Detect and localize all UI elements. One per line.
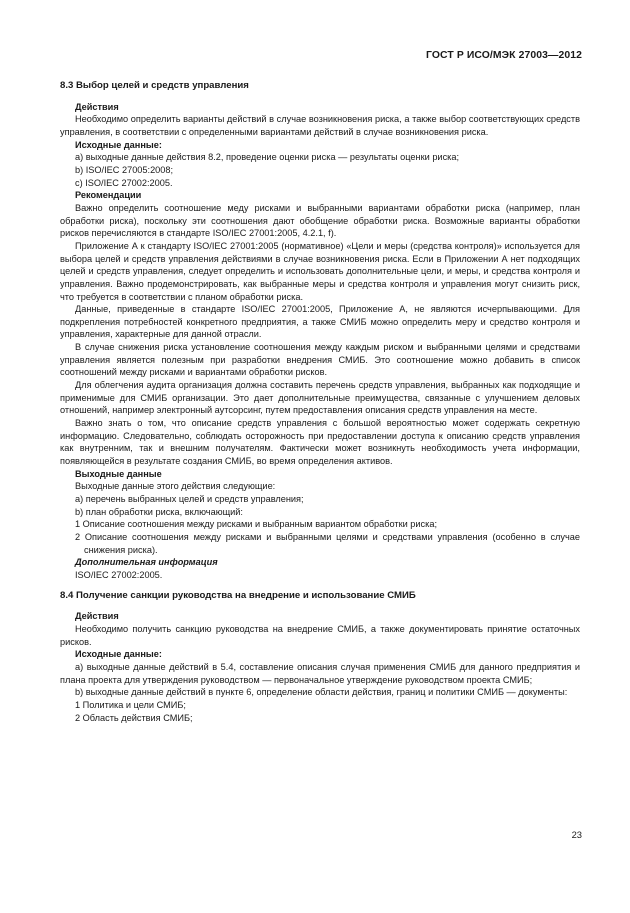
- output-paragraph: Выходные данные этого действия следующие:: [75, 481, 276, 492]
- output-item-a: а) перечень выбранных целей и средств управления;: [75, 494, 304, 504]
- additional-info-heading: Дополнительная информация: [75, 557, 218, 568]
- document-body: [60, 80, 580, 724]
- actions-heading: Действия: [75, 101, 119, 112]
- recommendations-paragraph-3: Данные, приведенные в стандарте ISO/IEC 27001:2005, Приложение А, не являются исчерпывающими. Для подкрепления потребностей конкретного предприятия, а также СМИБ можно определить меру и средство контроля и управления, характерные для данной отрасли.: [60, 304, 580, 340]
- recommendations-paragraph-1: Важно определить соотношение меду рисками и выбранными вариантами обработки риска (например, план обработки риска), поскольку эти соотношения дают обобщение обработки риска. Возможные варианты обработки рисков перечисляются в стандарте ISO/IEC 27001:2005, 4.2.1, f).: [60, 202, 580, 239]
- document-item-1: 1 Политика и цели СМИБ;: [75, 699, 186, 710]
- recommendations-heading: Рекомендации: [75, 190, 142, 201]
- output-item-b: b) план обработки риска, включающий:: [75, 506, 243, 517]
- output-subitem-2: [60, 531, 580, 556]
- input-item-c: c) ISO/IEC 27002:2005.: [75, 177, 173, 188]
- input-item-a: а) выходные данные действия 8.2, проведение оценки риска — результаты оценки риска;: [75, 152, 460, 163]
- section-8-3-title: 8.3 Выбор целей и средств управления: [60, 80, 249, 91]
- recommendations-paragraph-2: Приложение А к стандарту ISO/IEC 27001:2005 (нормативное) «Цели и меры (средства контроля)» используется для выбора целей и средств управления действиями в случае возникновения риска. Если в Приложении А нет подходящих целей и средств управления, следует определить и использовать дополнительные цели, и меры, и средства контроля и управления. Важно продемонстрировать, как выбранные меры и средства контроля и управления могут снизить риск, что требуется в соответствии с планом обработки риска.: [60, 240, 580, 302]
- recommendations-paragraph-6: Важно знать о том, что описание средств управления с большой вероятностью может содержать секретную информацию. Следовательно, соблюдать осторожность при предоставлении доступа к описанию средств управления как внутренним, так и внешним получателям. Фактически может возникнуть необходимость учета информации, появляющейся в результате создания СМИБ, во время определения активов.: [60, 418, 580, 467]
- output-heading: Выходные данные: [75, 468, 162, 479]
- recommendations-paragraph-5: Для облегчения аудита организация должна составить перечень средств управления, выбранных как подходящие и применимые для СМИБ организации. Это дает дополнительные преимущества, связанные с улучшением деловых отношений, например электронный аутсорсинг, путем предоставления описания средств управления на месте.: [60, 380, 580, 416]
- section-8-4-title: 8.4 Получение санкции руководства на внедрение и использование СМИБ: [60, 589, 416, 601]
- page-header: ГОСТ Р ИСО/МЭК 27003—2012: [426, 50, 582, 61]
- actions-heading-8-4: Действия: [75, 611, 119, 622]
- additional-info-paragraph: ISO/IEC 27002:2005.: [75, 569, 163, 580]
- input-item-b: b) ISO/IEC 27005:2008;: [75, 164, 174, 175]
- input-item-b-8-4: b) выходные данные действий в пункте 6, определение области действия, границ и политики СМИБ — документы:: [75, 687, 568, 698]
- output-subitem-2-text: 2 Описание соотношения между рисками и выбранными целями и средствами управления (особенно в случае снижения риска).: [75, 531, 580, 555]
- output-subitem-1: 1 Описание соотношения между рисками и выбранным вариантом обработки риска;: [75, 519, 438, 530]
- page-number: 23: [571, 829, 582, 840]
- document-item-2: 2 Область действия СМИБ;: [75, 712, 193, 723]
- actions-paragraph-8-4: Необходимо получить санкцию руководства на внедрение СМИБ, а также документировать принятие остаточных рисков.: [60, 623, 580, 647]
- input-heading: Исходные данные:: [75, 139, 162, 150]
- input-item-a-8-4: а) выходные данные действий в 5.4, составление описания случая применения СМИБ для данного предприятия и плана проекта для утверждения руководством — первоначальное утверждение руководством проекта СМИБ;: [60, 661, 580, 685]
- recommendations-paragraph-4: В случае снижения риска установление соотношения между каждым риском и выбранными целями и средствами управления является полезным при разработки внедрения СМИБ. Это соотношение можно добавить в список соотношений между рисками и вариантами обработки рисков.: [60, 342, 580, 378]
- actions-paragraph: Необходимо определить варианты действий в случае возникновения риска, а также выбор соответствующих средств управления, в соответствии с определенными вариантами действий в случае возникновения риска.: [60, 114, 580, 137]
- input-heading-8-4: Исходные данные:: [75, 649, 162, 660]
